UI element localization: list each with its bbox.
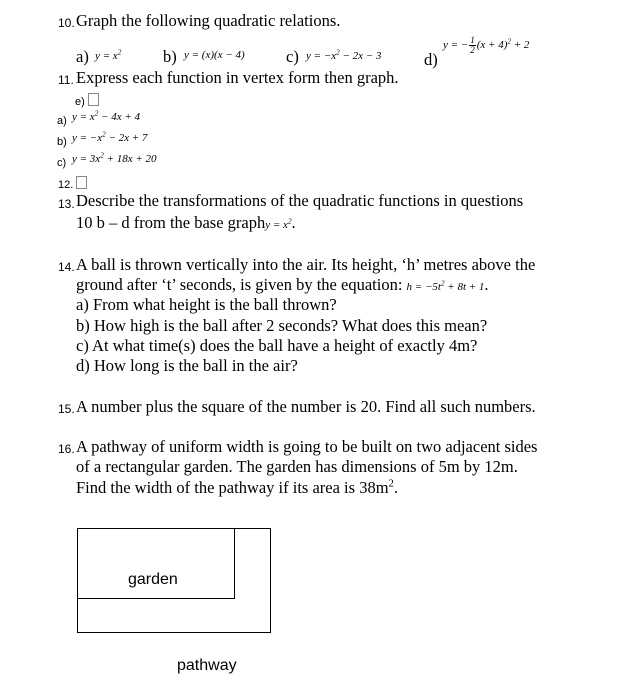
equation-a: $y = x^2 - 4x + 4$	[72, 109, 140, 123]
base-graph-equation: $y = x^2$	[265, 217, 292, 231]
item-label-c: c)	[286, 47, 299, 66]
empty-box-icon	[88, 93, 99, 106]
question-number: 10.	[58, 16, 75, 30]
item-label-b: b)	[163, 47, 177, 66]
question-text-line-2: 10 b – d from the base graphy = $x^2$.	[76, 213, 296, 232]
question-text: A number plus the square of the number is 20. Find all such numbers.	[76, 397, 536, 416]
item-label-d: d)	[424, 50, 438, 69]
equation-c: $y = -x^2 - 2x - 3$	[306, 48, 382, 62]
item-label-a: a)	[57, 115, 67, 127]
item-label-a: a)	[76, 47, 89, 66]
question-text-line-1: A pathway of uniform width is going to be built on two adjacent sides	[76, 437, 538, 456]
question-number: 14.	[58, 260, 75, 274]
question-number: 13.	[58, 197, 75, 211]
equation-d: y = − $\frac{1}{2}$ $(x + 4)^2 + 2$	[443, 35, 530, 55]
question-text-line-3: Find the width of the pathway if its area is $38m^2$.	[76, 477, 399, 497]
garden-label: garden	[128, 571, 178, 588]
question-text-line-1: A ball is thrown vertically into the air. Its height, ‘h’ metres above the	[76, 255, 536, 274]
question-text-line-2: of a rectangular garden. The garden has dimensions of 5m by 12m.	[76, 457, 518, 476]
equation-a: $y = x^2$	[95, 48, 122, 62]
question-text: Express each function in vertex form then graph.	[76, 68, 399, 87]
sub-question-b: b) How high is the ball after 2 seconds? What does this mean?	[76, 316, 488, 335]
item-label-b: b)	[57, 136, 67, 148]
question-text-line-1: Describe the transformations of the quadratic functions in questions	[76, 191, 524, 210]
empty-box-icon	[76, 176, 87, 189]
question-number: 16.	[58, 442, 75, 456]
item-label-c: c)	[57, 157, 67, 169]
equation-b: y = (x)(x − 4)	[184, 49, 245, 61]
height-equation: $h = -5t^2 + 8t + 1$	[406, 279, 485, 293]
sub-question-d: d) How long is the ball in the air?	[76, 356, 298, 375]
question-number: 15.	[58, 402, 75, 416]
question-number: 12.	[58, 176, 87, 191]
equation-b: $y = -x^2 - 2x + 7$	[72, 130, 148, 144]
sub-question-a: a) From what height is the ball thrown?	[76, 295, 337, 314]
pathway-label: pathway	[177, 657, 237, 674]
item-label-e: e)	[75, 93, 99, 108]
equation-c: $y = 3x^2 + 18x + 20$	[72, 151, 157, 165]
question-text: Graph the following quadratic relations.	[76, 11, 341, 30]
sub-question-c: c) At what time(s) does the ball have a height of exactly 4m?	[76, 336, 478, 355]
question-text-line-2: ground after ‘t’ seconds, is given by the equation: $h = -5t^2 + 8t + 1$.	[76, 275, 489, 294]
question-number: 11.	[58, 73, 74, 87]
